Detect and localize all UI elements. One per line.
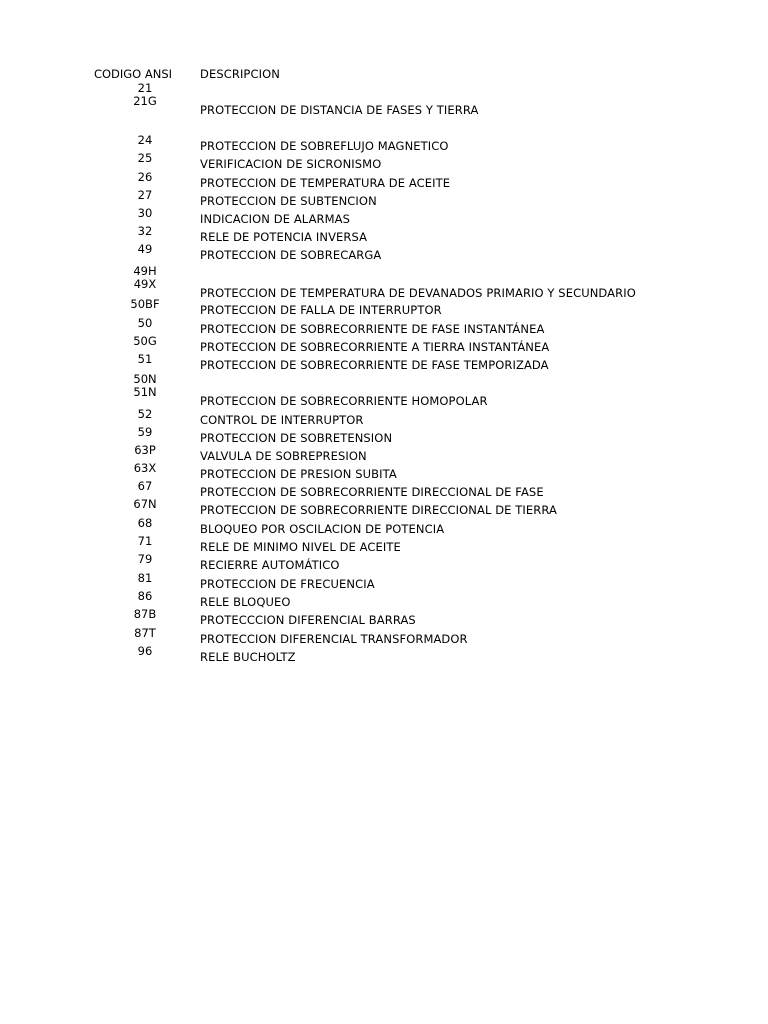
ansi-description: INDICACION DE ALARMAS bbox=[200, 212, 351, 226]
ansi-code: 81 bbox=[137, 571, 153, 585]
ansi-code: 67N bbox=[133, 497, 157, 511]
ansi-code: 50 bbox=[137, 316, 153, 330]
ansi-description: PROTECCION DE SOBRECARGA bbox=[200, 248, 382, 262]
ansi-description: RECIERRE AUTOMÁTICO bbox=[200, 558, 340, 572]
ansi-code: 26 bbox=[137, 170, 153, 184]
ansi-code: 50G bbox=[133, 334, 157, 348]
ansi-description: CONTROL DE INTERRUPTOR bbox=[200, 413, 364, 427]
ansi-code: 71 bbox=[137, 534, 153, 548]
ansi-code: 52 bbox=[137, 407, 153, 421]
ansi-description: PROTECCION DE FALLA DE INTERRUPTOR bbox=[200, 303, 442, 317]
ansi-description: PROTECCION DE FRECUENCIA bbox=[200, 577, 375, 591]
ansi-code: 63P bbox=[134, 443, 156, 457]
ansi-code: 32 bbox=[137, 224, 153, 238]
ansi-code: 86 bbox=[137, 589, 153, 603]
ansi-code: 79 bbox=[137, 552, 153, 566]
header-description: DESCRIPCION bbox=[200, 67, 280, 81]
ansi-description: PROTECCION DE PRESION SUBITA bbox=[200, 467, 397, 481]
ansi-code: 51 bbox=[137, 352, 153, 366]
ansi-description: PROTECCION DE SOBRETENSION bbox=[200, 431, 393, 445]
table-row bbox=[0, 644, 768, 668]
ansi-description: RELE BUCHOLTZ bbox=[200, 650, 296, 664]
table-row bbox=[0, 81, 768, 121]
header-code: CODIGO ANSI bbox=[93, 67, 173, 81]
ansi-code: 87B bbox=[133, 607, 157, 621]
ansi-code: 21G bbox=[133, 94, 157, 108]
ansi-code: 50N bbox=[133, 372, 157, 386]
ansi-description: PROTECCION DE SOBRECORRIENTE DIRECCIONAL DE TIERRA bbox=[200, 503, 557, 517]
ansi-code: 87T bbox=[134, 626, 156, 640]
ansi-description: RELE BLOQUEO bbox=[200, 595, 291, 609]
ansi-code: 50BF bbox=[130, 297, 160, 311]
ansi-description: RELE DE MINIMO NIVEL DE ACEITE bbox=[200, 540, 401, 554]
ansi-code: 25 bbox=[137, 151, 153, 165]
ansi-description: PROTECCCION DIFERENCIAL BARRAS bbox=[200, 613, 416, 627]
ansi-description: PROTECCION DE SOBRECORRIENTE HOMOPOLAR bbox=[200, 394, 488, 408]
ansi-description: PROTECCION DE TEMPERATURA DE DEVANADOS PRIMARIO Y SECUNDARIO bbox=[200, 286, 636, 300]
ansi-code: 67 bbox=[137, 479, 153, 493]
ansi-code: 21 bbox=[137, 81, 153, 95]
ansi-code: 96 bbox=[137, 644, 153, 658]
ansi-description: PROTECCION DE SOBRECORRIENTE DIRECCIONAL DE FASE bbox=[200, 485, 544, 499]
ansi-code: 59 bbox=[137, 425, 153, 439]
ansi-description: PROTECCION DE TEMPERATURA DE ACEITE bbox=[200, 176, 451, 190]
ansi-description: PROTECCION DE SOBRECORRIENTE A TIERRA INSTANTÁNEA bbox=[200, 340, 550, 354]
ansi-code: 63X bbox=[133, 461, 157, 475]
ansi-code: 30 bbox=[137, 206, 153, 220]
ansi-description: RELE DE POTENCIA INVERSA bbox=[200, 230, 368, 244]
ansi-description: VALVULA DE SOBREPRESION bbox=[200, 449, 367, 463]
ansi-code: 51N bbox=[133, 385, 157, 399]
ansi-description: PROTECCION DE SOBRECORRIENTE DE FASE INSTANTÁNEA bbox=[200, 322, 545, 336]
ansi-description: BLOQUEO POR OSCILACION DE POTENCIA bbox=[200, 522, 445, 536]
ansi-code: 27 bbox=[137, 188, 153, 202]
ansi-description: PROTECCION DE SUBTENCION bbox=[200, 194, 377, 208]
ansi-description: PROTECCION DE DISTANCIA DE FASES Y TIERRA bbox=[200, 103, 479, 117]
ansi-code: 24 bbox=[137, 133, 153, 147]
ansi-description: PROTECCION DE SOBREFLUJO MAGNETICO bbox=[200, 139, 449, 153]
ansi-code: 68 bbox=[137, 516, 153, 530]
ansi-code: 49H bbox=[133, 264, 157, 278]
ansi-code: 49X bbox=[133, 277, 157, 291]
ansi-description: PROTECCION DIFERENCIAL TRANSFORMADOR bbox=[200, 632, 468, 646]
ansi-description: VERIFICACION DE SICRONISMO bbox=[200, 157, 382, 171]
ansi-description: PROTECCION DE SOBRECORRIENTE DE FASE TEMPORIZADA bbox=[200, 358, 549, 372]
ansi-code: 49 bbox=[137, 242, 153, 256]
